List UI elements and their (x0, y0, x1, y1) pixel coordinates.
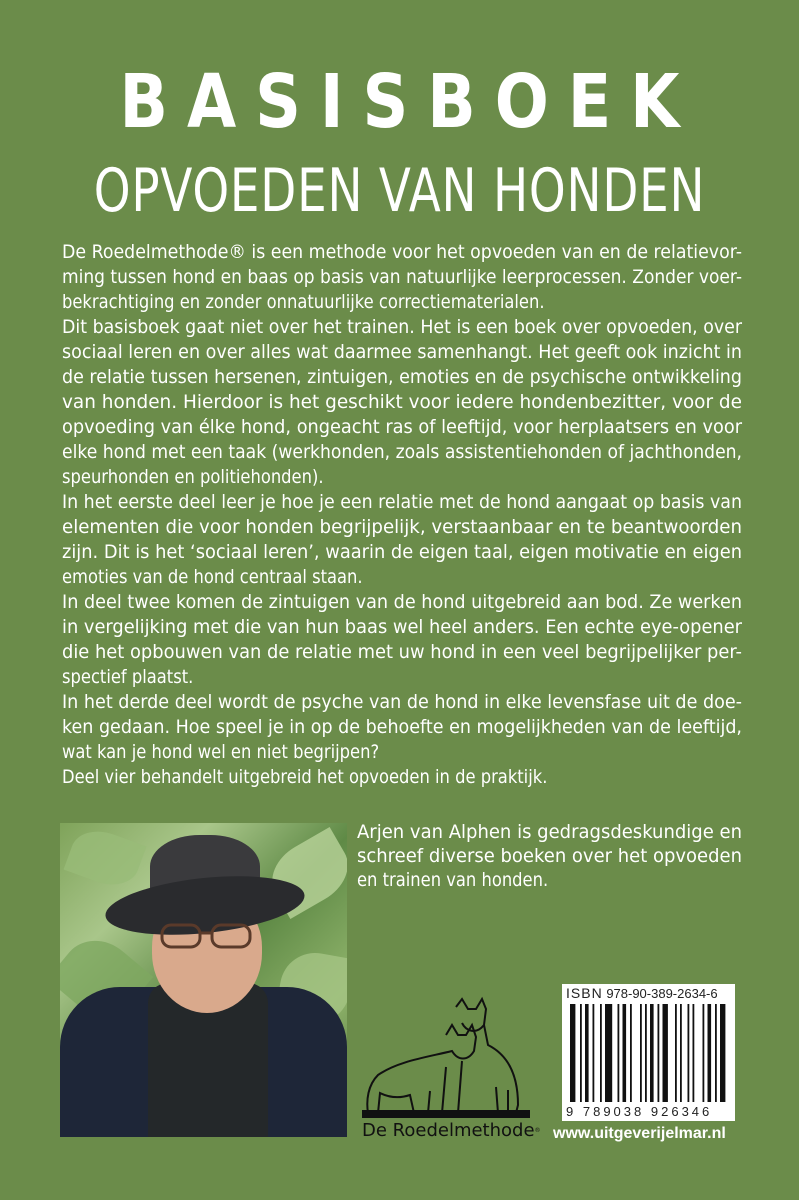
blurb-line: ming tussen hond en baas op basis van natuurlijke leerprocessen. Zonder voer- (62, 266, 742, 288)
blurb-line: opvoeding van élke hond, ongeacht ras of leeftijd, voor herplaatsers en voor (62, 416, 742, 438)
blurb-line: Dit basisboek gaat niet over het trainen. Het is een boek over opvoeden, over (62, 316, 742, 338)
bio-line: Arjen van Alphen is gedragsdeskundige en (357, 821, 742, 843)
blurb-line: emoties van de hond centraal staan. (62, 566, 363, 588)
bio-line: schreef diverse boeken over het opvoeden (357, 845, 742, 867)
author-bio (357, 820, 747, 892)
blurb-line: bekrachtiging en zonder onnatuurlijke correctiematerialen. (62, 291, 545, 313)
blurb-line: in vergelijking met die van hun baas wel heel anders. Een echte eye-opener (62, 616, 742, 638)
blurb-line: van honden. Hierdoor is het geschikt voor iedere hondenbezitter, voor de (62, 391, 742, 413)
blurb-line: In deel twee komen de zintuigen van de hond uitgebreid aan bod. Ze werken (62, 591, 742, 613)
isbn-number: 978-90-389-2634-6 (606, 986, 718, 1001)
barcode-bars-icon (570, 1004, 728, 1116)
author-photo (60, 823, 347, 1137)
blurb-line: zijn. Dit is het ‘sociaal leren’, waarin de eigen taal, eigen motivatie en eigen (62, 541, 742, 563)
book-title: BASISBOEK (119, 59, 699, 145)
blurb-line: sociaal leren en over alles wat daarmee samenhangt. Het geeft ook inzicht in (62, 341, 742, 363)
blurb-line: speurhonden en politiehonden). (62, 466, 324, 488)
blurb-line: In het derde deel wordt de psyche van de hond in elke levensfase uit de doe- (62, 691, 742, 713)
bio-line: en trainen van honden. (357, 869, 549, 891)
blurb-line: elke hond met een taak (werkhonden, zoals assistentiehonden of jachthonden, (62, 441, 742, 463)
blurb-line: elementen die voor honden begrijpelijk, verstaanbaar en te beantwoorden (62, 516, 742, 538)
book-subtitle: OPVOEDEN VAN HONDEN (93, 156, 706, 226)
blurb-line: Deel vier behandelt uitgebreid het opvoeden in de praktijk. (62, 766, 548, 788)
blurb-text (62, 240, 742, 790)
blurb-line: In het eerste deel leer je hoe je een relatie met de hond aangaat op basis van (62, 491, 742, 513)
blurb-line: ken gedaan. Hoe speel je in op de behoefte en mogelijkheden van de leeftijd, (62, 716, 742, 738)
blurb-line: De Roedelmethode® is een methode voor het opvoeden van en de relatievor- (62, 241, 742, 263)
barcode-digits: 9 789038 926346 (566, 1104, 713, 1119)
logo-text: De Roedelmethode® (362, 1120, 541, 1141)
blurb-line: wat kan je hond wel en niet begrijpen? (62, 741, 380, 763)
blurb-line: die het opbouwen van de relatie met uw hond in een veel begrijpelijker per- (62, 641, 742, 663)
glasses-icon (160, 923, 252, 949)
blurb-line: spectief plaatst. (62, 666, 194, 688)
isbn-label: ISBN 978-90-389-2634-6 (566, 985, 718, 1001)
blurb-line: de relatie tussen hersenen, zintuigen, emoties en de psychische ontwikkeling (62, 366, 742, 388)
logo-ground-bar (362, 1110, 530, 1118)
publisher-website[interactable]: www.uitgeverijelmar.nl (553, 1125, 726, 1142)
